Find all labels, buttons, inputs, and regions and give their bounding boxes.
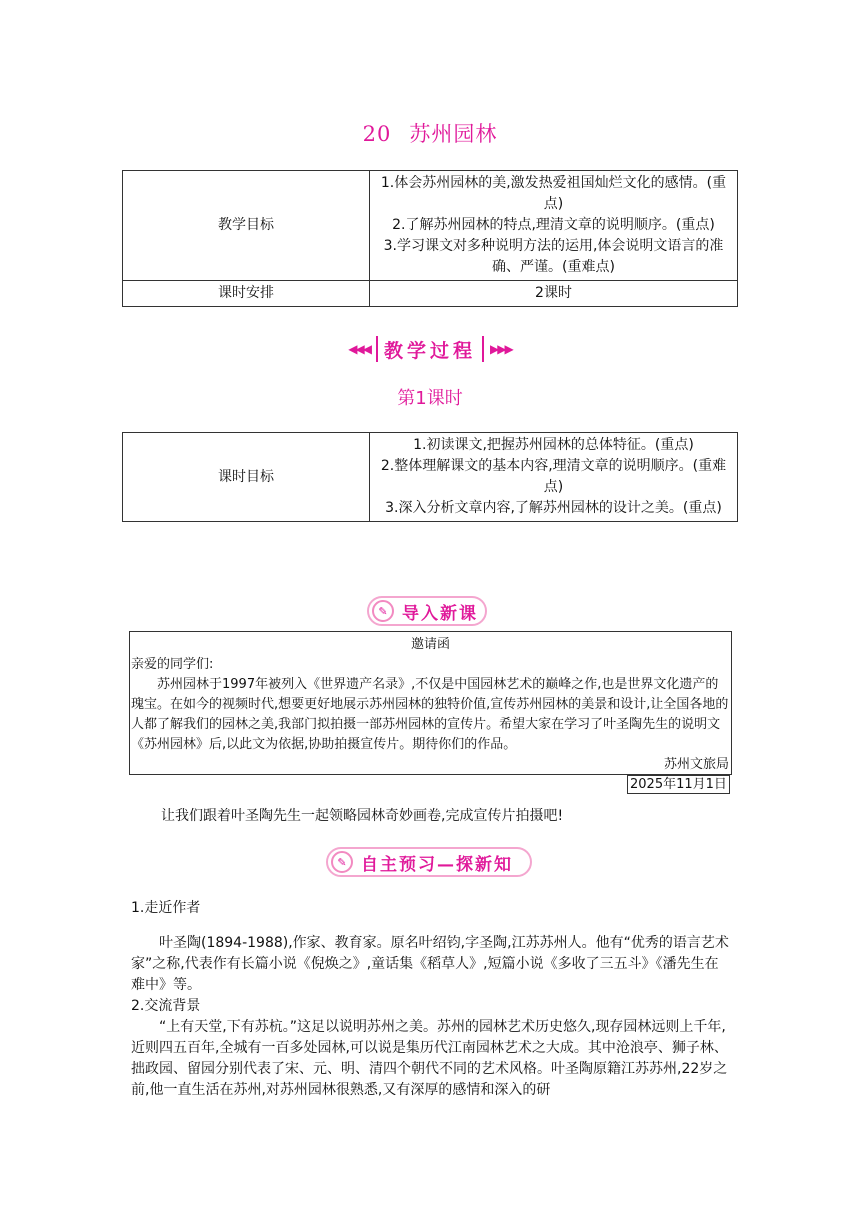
invitation-greeting: 亲爱的同学们: bbox=[131, 657, 214, 672]
schedule-label: 课时安排 bbox=[123, 281, 370, 307]
section-preview-header bbox=[326, 847, 532, 877]
invitation-heading: 邀请函 bbox=[410, 637, 450, 652]
teaching-goal-table bbox=[122, 170, 738, 307]
goal-item-1: 1.体会苏州园林的美,激发热爱祖国灿烂文化的感情。(重点) bbox=[380, 175, 727, 212]
invitation-body: 苏州园林于1997年被列入《世界遗产名录》,不仅是中国园林艺术的巅峰之作,也是世界文化遗产的瑰宝。在如今的视频时代,想要更好地展示苏州园林的独特价值,宣传苏州园林的美景和设计,让全国各地的人都了解我们的园林之美,我部门拟拍摄一部苏州园林的宣传片。希望大家在学习了叶圣陶先生的说明文《苏州园林》后,以此文为依据,协助拍摄宣传片。期待你们的作品。 bbox=[131, 677, 729, 752]
arrows-left-icon: ◀◀◀ bbox=[348, 342, 370, 356]
goal-label: 教学目标 bbox=[123, 171, 370, 281]
period-goal-item-2: 2.整体理解课文的基本内容,理清文章的说明顺序。(重难点) bbox=[380, 458, 727, 495]
table-row bbox=[123, 171, 738, 281]
period-goal-item-3: 3.深入分析文章内容,了解苏州园林的设计之美。(重点) bbox=[385, 500, 722, 516]
lesson-name: 苏州园林 bbox=[409, 122, 498, 146]
banner-divider bbox=[376, 336, 378, 362]
section-intro-header bbox=[367, 596, 487, 626]
background-text: “上有天堂,下有苏杭。”这足以说明苏州之美。苏州的园林艺术历史悠久,现存园林远则上千年,近则四五百年,全城有一百多处园林,可以说是集历代江南园林艺术之大成。其中沧浪亭、狮子林、拙政园、留园分别代表了宋、元、明、清四个朝代不同的艺术风格。叶圣陶原籍江苏苏州,22岁之前,他一直生活在苏州,对苏州园林很熟悉,又有深厚的感情和深入的研 bbox=[131, 1019, 728, 1098]
goal-items bbox=[370, 171, 738, 281]
section-preview-title: 自主预习—探新知 bbox=[361, 854, 513, 875]
background-heading: 2.交流背景 bbox=[131, 998, 201, 1014]
table-row bbox=[123, 433, 738, 522]
pen-icon: ✎ bbox=[331, 851, 353, 873]
author-heading: 1.走近作者 bbox=[131, 900, 201, 916]
pen-icon: ✎ bbox=[372, 600, 394, 622]
period-title: 第1课时 bbox=[397, 388, 463, 409]
teaching-process-banner bbox=[0, 333, 860, 365]
lesson-number: 20 bbox=[362, 122, 392, 146]
invitation-box bbox=[129, 631, 732, 775]
goal-item-3: 3.学习课文对多种说明方法的运用,体会说明文语言的准确、严谨。(重难点) bbox=[383, 238, 724, 275]
period-goal-items bbox=[370, 433, 738, 522]
lesson-title bbox=[0, 118, 860, 148]
banner-divider bbox=[482, 336, 484, 362]
banner-title: 教学过程 bbox=[383, 339, 476, 362]
invitation-date: 2025年11月1日 bbox=[627, 775, 730, 794]
schedule-value: 2课时 bbox=[370, 281, 738, 307]
invitation-signature: 苏州文旅局 bbox=[663, 757, 729, 772]
section-intro-title: 导入新课 bbox=[402, 603, 478, 624]
author-text: 叶圣陶(1894-1988),作家、教育家。原名叶绍钧,字圣陶,江苏苏州人。他有“优秀的语言艺术家”之称,代表作有长篇小说《倪焕之》,童话集《稻草人》,短篇小说《多收了三五斗》《潘先生在难中》等。 bbox=[131, 935, 729, 993]
period-goal-table bbox=[122, 432, 738, 522]
intro-sentence: 让我们跟着叶圣陶先生一起领略园林奇妙画卷,完成宣传片拍摄吧! bbox=[161, 808, 564, 824]
arrows-right-icon: ▶▶▶ bbox=[490, 342, 512, 356]
period-goal-label: 课时目标 bbox=[123, 433, 370, 522]
period-goal-item-1: 1.初读课文,把握苏州园林的总体特征。(重点) bbox=[413, 437, 694, 453]
goal-item-2: 2.了解苏州园林的特点,理清文章的说明顺序。(重点) bbox=[392, 217, 715, 233]
table-row bbox=[123, 281, 738, 307]
